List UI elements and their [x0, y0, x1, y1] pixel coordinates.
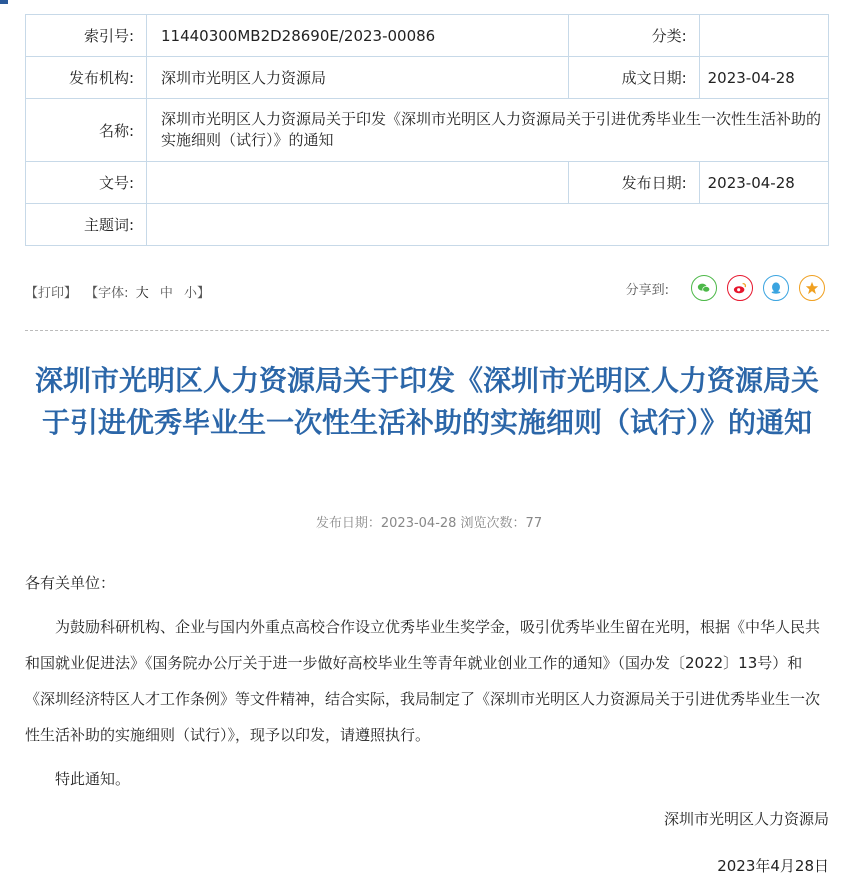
font-large-button[interactable]: 大	[135, 286, 149, 301]
name-label: 名称:	[26, 99, 147, 162]
font-medium-button[interactable]: 中	[159, 286, 173, 301]
docno-value	[147, 162, 569, 204]
wechat-icon[interactable]	[691, 275, 717, 301]
publisher-label: 发布机构:	[26, 57, 147, 99]
closing-text: 特此通知。	[55, 770, 131, 788]
article-toolbar	[25, 280, 829, 302]
top-accent-bar	[0, 0, 8, 4]
signature: 深圳市光明区人力资源局	[663, 810, 829, 828]
name-value: 深圳市光明区人力资源局关于印发《深圳市光明区人力资源局关于引进优秀毕业生一次性生活补助的实施细则（试行）》的通知	[147, 99, 829, 162]
keywords-label: 主题词:	[26, 204, 147, 246]
category-value	[699, 15, 828, 57]
document-metadata-table	[25, 14, 829, 246]
index-label: 索引号:	[26, 15, 147, 57]
font-small-button[interactable]: 小】	[184, 286, 211, 301]
pubdate-label: 发布日期:	[568, 162, 699, 204]
print-button[interactable]: 【打印】	[25, 286, 78, 301]
article-body	[25, 565, 831, 797]
pubdate-value: 2023-04-28	[699, 162, 828, 204]
qzone-icon[interactable]	[799, 275, 825, 301]
font-size-label: 【字体:	[85, 286, 129, 301]
publisher-value: 深圳市光明区人力资源局	[147, 57, 569, 99]
category-label: 分类:	[568, 15, 699, 57]
index-value: 11440300MB2D28690E/2023-00086	[147, 15, 569, 57]
date-written-value: 2023-04-28	[699, 57, 828, 99]
weibo-icon[interactable]	[727, 275, 753, 301]
section-divider	[25, 330, 829, 331]
signature-date: 2023年4月28日	[717, 857, 829, 875]
share-bar	[626, 275, 825, 301]
main-paragraph: 为鼓励科研机构、企业与国内外重点高校合作设立优秀毕业生奖学金，吸引优秀毕业生留在光明，根据《中华人民共和国就业促进法》《国务院办公厅关于进一步做好高校毕业生等青年就业创业工作的通知》（国办发〔2022〕13号）和《深圳经济特区人才工作条例》等文件精神，结合实际，我局制定了《深圳市光明区人力资源局关于引进优秀毕业生一次性生活补助的实施细则（试行）》，现予以印发，请遵照执行。	[25, 618, 821, 744]
date-written-label: 成文日期:	[568, 57, 699, 99]
article-title: 深圳市光明区人力资源局关于印发《深圳市光明区人力资源局关于引进优秀毕业生一次性生活补助的实施细则（试行）》的通知	[34, 364, 819, 439]
qq-icon[interactable]	[763, 275, 789, 301]
keywords-value	[147, 204, 829, 246]
docno-label: 文号:	[26, 162, 147, 204]
share-label: 分享到:	[625, 282, 669, 298]
greeting: 各有关单位：	[25, 574, 116, 592]
article-pub-info: 发布日期：2023-04-28 浏览次数：77	[315, 516, 543, 531]
